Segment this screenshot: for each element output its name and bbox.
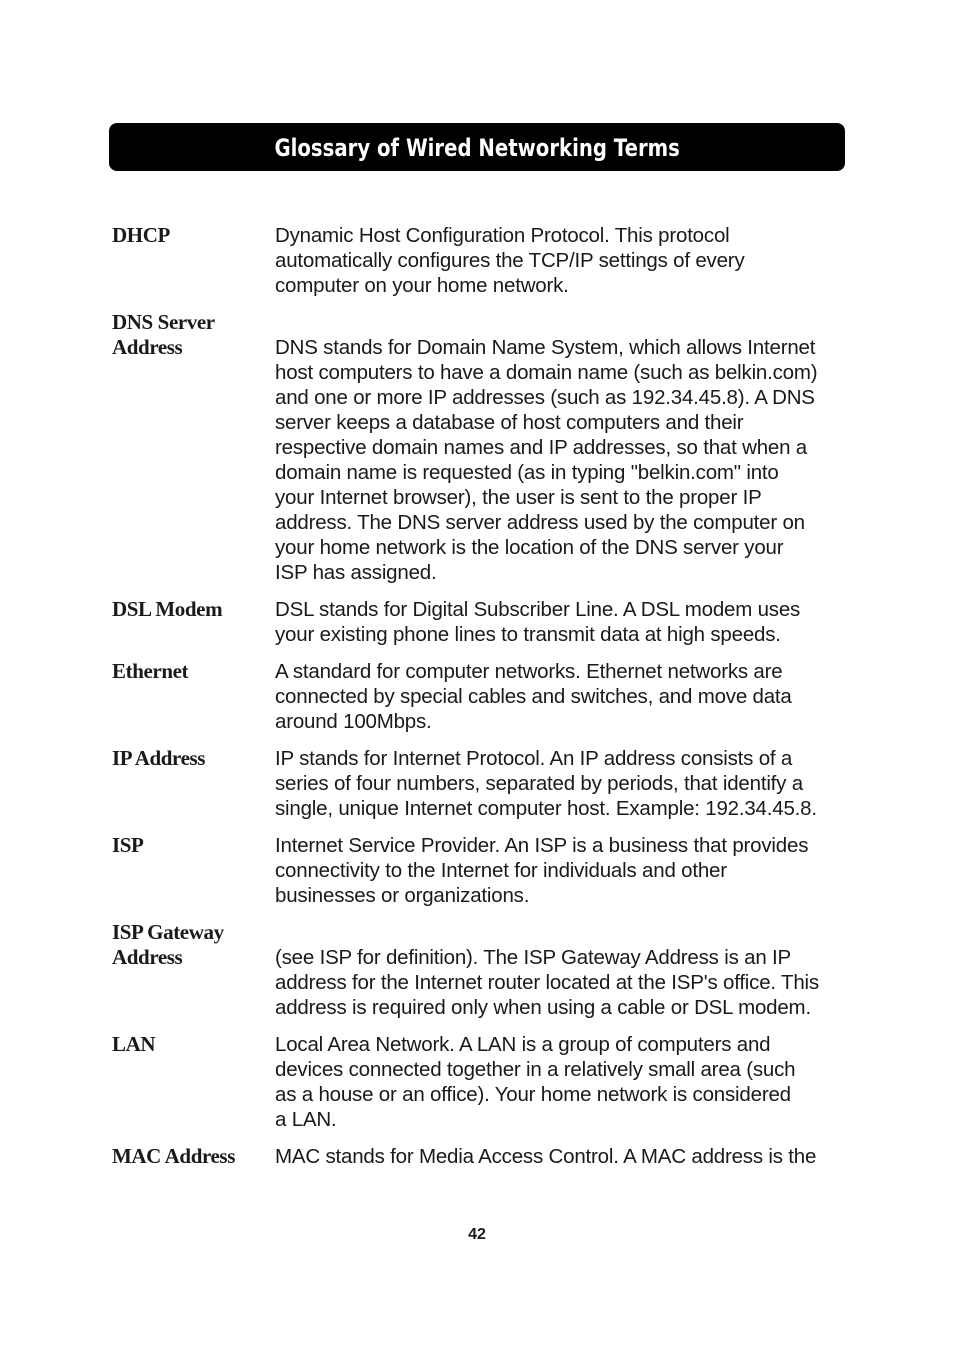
glossary-term: IP Address [112,746,206,770]
glossary-entry-dns-server-address [112,310,852,585]
glossary-term: Ethernet [112,659,189,683]
glossary-entry-mac-address [112,1144,852,1169]
glossary-term: LAN [112,1032,156,1056]
glossary-definition: DNS stands for Domain Name System, which allows Internet host computers to have a domain name (such as belkin.com) and one or more IP addresses (such as 192.34.45.8). A DNS server keeps a database of host computers and their respective domain names and IP addresses, so that when a domain name is requested (as in typing "belkin.com" into your Internet browser), the user is sent to the proper IP address. The DNS server address used by the computer on your home network is the location of the DNS server your ISP has assigned. [275,336,818,584]
glossary-term: ISP Gateway Address [112,920,224,969]
glossary-entry-dsl-modem [112,597,852,647]
glossary-entry-isp [112,833,852,908]
glossary-definition: MAC stands for Media Access Control. A MAC address is the [275,1145,817,1168]
glossary-definition: Local Area Network. A LAN is a group of computers and devices connected together in a relatively small area (such as a house or an office). Your home network is considered a LAN. [275,1033,796,1131]
page-title-bar [109,123,845,171]
glossary-definition: A standard for computer networks. Ethernet networks are connected by special cables and switches, and move data around 100Mbps. [275,660,792,733]
glossary-entry-lan [112,1032,852,1132]
glossary-definition: IP stands for Internet Protocol. An IP address consists of a series of four numbers, separated by periods, that identify a single, unique Internet computer host. Example: 192.34.45.8. [275,747,817,820]
page-title: Glossary of Wired Networking Terms [274,134,680,162]
glossary-entry-dhcp [112,223,852,298]
glossary-definition: (see ISP for definition). The ISP Gateway Address is an IP address for the Internet router located at the ISP's office. This address is required only when using a cable or DSL modem. [275,946,819,1019]
glossary-list [112,223,852,1169]
glossary-entry-ethernet [112,659,852,734]
glossary-entry-ip-address [112,746,852,821]
glossary-term: ISP [112,833,144,857]
glossary-term: DHCP [112,223,170,247]
glossary-term: MAC Address [112,1144,235,1168]
glossary-term: DSL Modem [112,597,223,621]
glossary-definition: DSL stands for Digital Subscriber Line. A DSL modem uses your existing phone lines to transmit data at high speeds. [275,598,801,646]
glossary-entry-isp-gateway-address [112,920,852,1020]
glossary-term: DNS Server Address [112,310,215,359]
glossary-definition: Internet Service Provider. An ISP is a business that provides connectivity to the Internet for individuals and other businesses or organizations. [275,834,809,907]
glossary-definition: Dynamic Host Configuration Protocol. This protocol automatically configures the TCP/IP settings of every computer on your home network. [275,224,745,297]
page-number: 42 [468,1226,486,1243]
